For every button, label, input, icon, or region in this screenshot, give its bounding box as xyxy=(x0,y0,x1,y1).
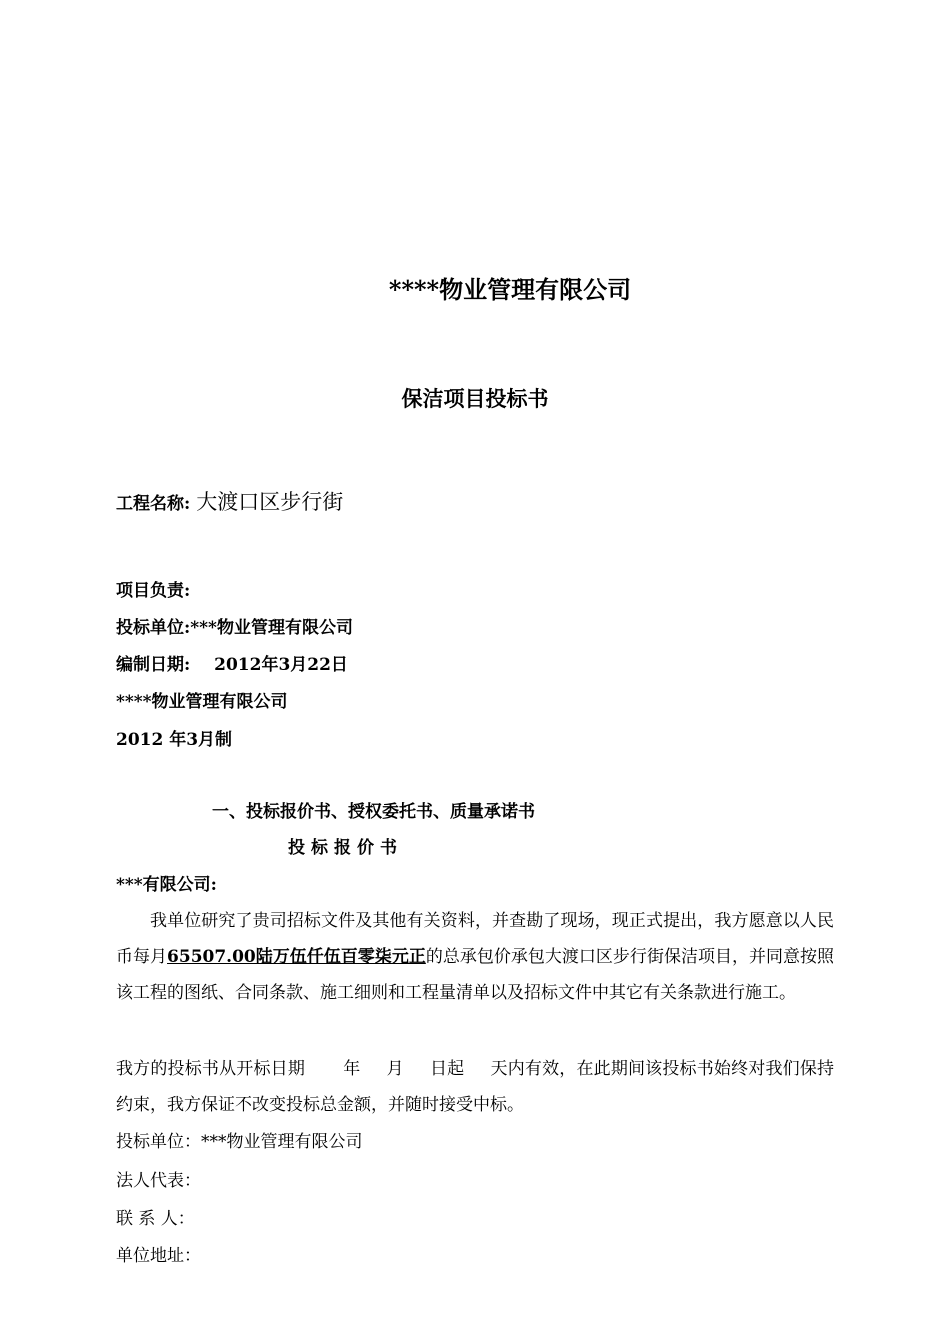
signature-contact-label: 联 系 人： xyxy=(116,1209,195,1229)
para1-after: 的总承包价承包大渡口区步行街保洁项目，并同意按照该工程的图纸、合同条款、施工细则和工程量清单以及招标文件中其它有关条款进行施工。 xyxy=(116,947,835,1003)
bidder-value: ***物业管理有限公司 xyxy=(190,618,353,638)
footer-company: ****物业管理有限公司 xyxy=(116,692,288,712)
signature-bidder-label: 投标单位： xyxy=(116,1132,201,1152)
addressee: ***有限公司: xyxy=(116,875,217,895)
project-name-label: 工程名称: xyxy=(116,494,191,514)
bidder-label: 投标单位: xyxy=(116,618,191,638)
compile-date-label: 编制日期: xyxy=(116,655,191,675)
bid-amount: 65507.00陆万伍仟伍百零柒元正 xyxy=(167,947,426,967)
para2-month: 月 xyxy=(386,1059,404,1079)
para1-before: 我单位研究了贵司招标文件及其他有关资料，并查勘了现场，现正式提出，我方愿意以人民币每月 xyxy=(116,911,834,967)
project-name-line xyxy=(116,490,343,515)
company-title: ****物业管理有限公司 xyxy=(388,275,632,304)
bid-paragraph-1 xyxy=(116,903,834,1011)
signature-address-label: 单位地址： xyxy=(116,1246,201,1266)
sub-heading: 投标报价书 xyxy=(288,838,403,858)
para2-day: 日起 xyxy=(429,1059,465,1079)
document-title: 保洁项目投标书 xyxy=(401,386,549,411)
project-name-value: 大渡口区步行街 xyxy=(196,490,344,514)
bidder-line xyxy=(116,618,353,638)
section-heading: 一、投标报价书、授权委托书、质量承诺书 xyxy=(212,802,535,822)
signature-contact-line xyxy=(116,1209,195,1229)
signature-bidder-line xyxy=(116,1132,363,1152)
signature-legal-rep-line xyxy=(116,1171,201,1191)
signature-address-line xyxy=(116,1246,201,1266)
footer-date: 2012 年3月制 xyxy=(116,730,233,750)
signature-legal-rep-label: 法人代表： xyxy=(116,1171,201,1191)
para2-b: 天内有效，在此期间该投标书始终对我们保持约束，我方保证不改变投标总金额，并随时接受中标。 xyxy=(116,1059,835,1115)
bid-paragraph-2 xyxy=(116,1051,834,1123)
compile-date-value: 2012年3月22日 xyxy=(214,655,348,675)
signature-bidder-value: ***物业管理有限公司 xyxy=(201,1132,363,1152)
para2-year: 年 xyxy=(343,1059,361,1079)
project-manager-label: 项目负责: xyxy=(116,581,191,601)
para2-a: 我方的投标书从开标日期 xyxy=(116,1059,306,1079)
project-manager-line xyxy=(116,581,190,601)
compile-date-line xyxy=(116,655,348,675)
